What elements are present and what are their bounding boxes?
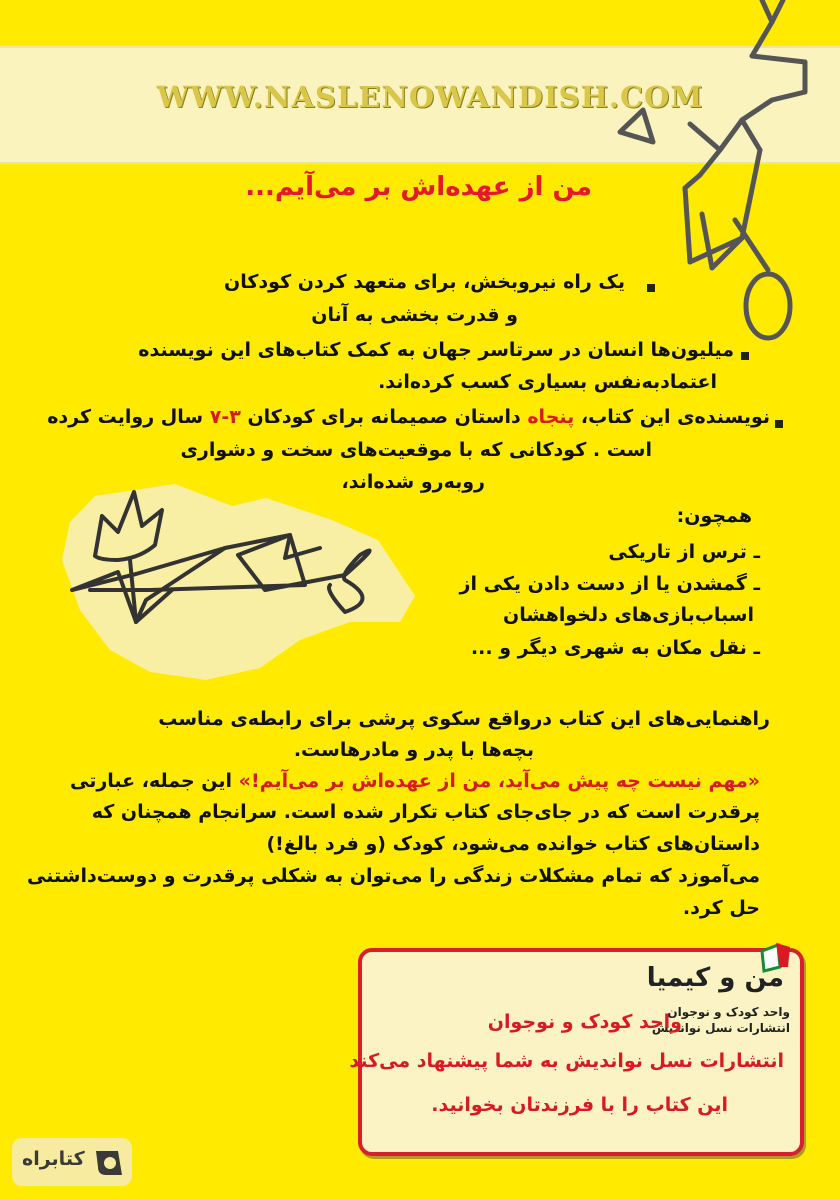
guide-line-1: راهنمایی‌های این کتاب درواقع سکوی پرشی برای رابطه‌ی مناسب bbox=[158, 708, 770, 730]
publisher-logo bbox=[646, 955, 802, 1039]
bullet-3-line-2: است . کودکانی که با موقعیت‌های سخت و دشواری bbox=[180, 439, 652, 461]
bullet-3-line-1: نویسنده‌ی این کتاب، پنجاه داستان صمیمانه برای کودکان ۳-۷ سال روایت کرده bbox=[47, 406, 770, 428]
quote-line-4: می‌آموزد که تمام مشکلات زندگی را می‌توان به شکلی پرقدرت و دوست‌داشتنی bbox=[27, 865, 760, 887]
age-range: ۳-۷ bbox=[209, 406, 241, 428]
bullet-3-line-3: روبه‌رو شده‌اند، bbox=[341, 471, 485, 493]
quote-line-1: «مهم نیست چه پیش می‌آید، من از عهده‌اش بر می‌آیم!» این جمله، عبارتی bbox=[69, 770, 760, 792]
publisher-line-1: واحد کودک و نوجوان bbox=[487, 1011, 682, 1033]
logo-subtitle-2: انتشارات نسل نواندیش bbox=[651, 1021, 790, 1035]
example-item: ـ نقل مکان به شهری دیگر و ... bbox=[470, 637, 760, 659]
bullet-2-line-2: اعتمادبه‌نفس بسیاری کسب کرده‌اند. bbox=[378, 371, 717, 393]
quote-line-5: حل کرد. bbox=[682, 897, 760, 919]
katabrah-label: کتابراه bbox=[22, 1148, 85, 1170]
website-url: WWW.NASLENOWANDISH.COM bbox=[156, 80, 704, 114]
guide-line-2: بچه‌ها با پدر و مادرهاست. bbox=[293, 739, 534, 761]
book-title: من از عهده‌اش بر می‌آیم... bbox=[245, 172, 592, 202]
highlight-fifty: پنجاه bbox=[527, 406, 575, 428]
example-item: ـ ترس از تاریکی bbox=[608, 541, 760, 563]
logo-subtitle-1: واحد کودک و نوجوان bbox=[667, 1005, 790, 1019]
example-item: اسباب‌بازی‌های دلخواهشان bbox=[503, 604, 754, 626]
katabrah-watermark bbox=[12, 1138, 132, 1186]
quote-highlight: «مهم نیست چه پیش می‌آید، من از عهده‌اش بر می‌آیم!» bbox=[238, 770, 760, 792]
quote-line-2: پرقدرت است که در جای‌جای کتاب تکرار شده است. سرانجام همچنان که bbox=[91, 801, 760, 823]
quote-line-3: داستان‌های کتاب خوانده می‌شود، کودک (و فرد بالغ!) bbox=[266, 833, 760, 855]
logo-title: من و کیمیا bbox=[646, 963, 784, 993]
bullet-2-line-1: میلیون‌ها انسان در سرتاسر جهان به کمک کتاب‌های این نویسنده bbox=[138, 339, 734, 361]
examples-heading: همچون: bbox=[676, 505, 752, 527]
publisher-line-3: این کتاب را با فرزندتان بخوانید. bbox=[431, 1094, 728, 1116]
publisher-line-2: انتشارات نسل نواندیش به شما پیشنهاد می‌کند bbox=[349, 1050, 784, 1072]
katabrah-logo-icon bbox=[92, 1145, 126, 1179]
example-item: ـ گمشدن یا از دست دادن یکی از bbox=[459, 573, 760, 595]
bullet-1-line-1: یک راه نیروبخش، برای متعهد کردن کودکان bbox=[224, 271, 625, 293]
bullet-1-line-2: و قدرت بخشی به آنان bbox=[311, 304, 518, 326]
